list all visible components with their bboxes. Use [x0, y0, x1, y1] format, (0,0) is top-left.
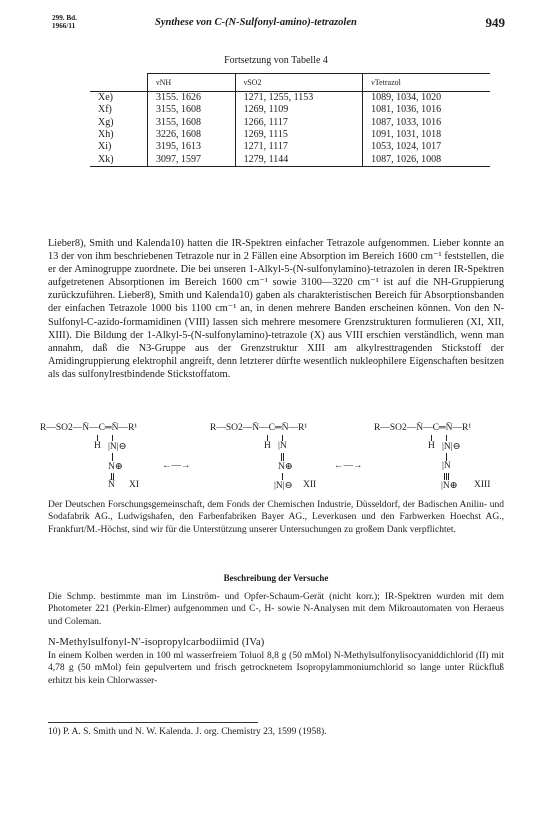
table-cell: 1271, 1117 — [235, 141, 363, 153]
table-cell: 1087, 1033, 1016 — [363, 117, 490, 129]
table-header-row — [90, 74, 490, 92]
table-cell: Xe) — [98, 92, 113, 104]
table-row — [90, 117, 490, 129]
table-cell: 3226, 1608 — [148, 129, 236, 141]
table-header-cell — [90, 74, 148, 92]
bond-line — [281, 453, 282, 461]
table-header-cell: νSO2 — [235, 74, 363, 92]
bond-line — [113, 473, 114, 480]
table-row — [90, 153, 490, 166]
table-cell: Xg) — [98, 116, 114, 128]
table-cell: Xh) — [98, 129, 114, 141]
table-cell: 1279, 1144 — [235, 153, 363, 166]
table-header-cell: νNH — [148, 74, 236, 92]
table-row — [90, 104, 490, 116]
structure-xii-hydrogen: H — [264, 441, 271, 451]
table-row — [90, 92, 490, 105]
methods-paragraph: Die Schmp. bestimmte man im Linström- und Opfer-Schaum-Gerät (nicht korr.); IR-Spektren wurden mit dem Photometer 221 (Perkin-Elmer) aufgenommen und C-, H- sowie N-Analysen mit dem Mikroautomaten von Heraeus und Coleman. — [48, 592, 504, 627]
resonance-arrow: ←—→ — [334, 461, 363, 471]
table-cell: 1087, 1026, 1008 — [363, 153, 490, 166]
procedure-paragraph: In einem Kolben werden in 100 ml wasserfreiem Toluol 8,8 g (50 mMol) N-Methylsulfonylisocyaniddichlorid (II) mit 4,78 g (50 mMol) fein gepulvertem und frisch getrocknetem Isopropylammoniumchlorid so lange unter Rückfluß erhitzt bis kein Chlorwasser- — [48, 651, 504, 686]
bond-line — [111, 473, 112, 480]
discussion-paragraph: Lieber8), Smith und Kalenda10) hatten die IR-Spektren einfacher Tetrazole aufgenommen. Lieber konnte an 13 der von ihm beschriebenen Tetrazole nur in 2 Fällen eine Absorption im Bereich 1600 cm⁻¹ feststellen, die er der Aminogruppe zuordnete. Die bei unseren 1-Alkyl-5-(N-sulfonylamino)-tetrazolen in deren IR-Spektren aufgetretenen Absorptionen im Bereich 1600 cm⁻¹ sowie 3100—3220 cm⁻¹ ist auf die NH-Gruppierung zurückzuführen. Lieber8), Smith und Kalenda10) gaben als charakteristischen Bereich für Absorptionsbanden der einfachen Tetrazole 1000 bis 1100 cm⁻¹ an, in denen mehrere Banden erscheinen können. Von den N-Sulfonyl-C-azido-formamidinen (VIII) lassen sich mehrere mesomere Grenzstrukturen formulieren (XI, XII, XIII). Die Bildung der 1-Alkyl-5-(N-sulfonylamino)-tetrazole (X) aus VIII erschien verständlich, wenn man annahm, daß die N3-Gruppe aus der Grenzstruktur XIII am alkylresttragenden Stickstoff der Amidingruppierung elektrophil angreift, denn letzterer dürfte wesentlich nukleophilere Eigenschaften besitzen als das sulfonylrestbindende Stickstoffatom. — [48, 238, 504, 380]
volume-year: 1966/11 — [52, 22, 76, 30]
structure-xii-n2: N⊕ — [278, 462, 293, 472]
acknowledgement-paragraph: Der Deutschen Forschungsgemeinschaft, dem Fonds der Chemischen Industrie, Düsseldorf, der Badischen Anilin- und Sodafabrik AG., Ludwigshafen, den Farbenfabriken Bayer AG., Leverkusen und den Farbwerken Hoechst AG., Frankfurt/M.-Höchst, sind wir für die Unterstützung unserer Untersuchungen zu großem Dank verpflichtet. — [48, 500, 504, 535]
structure-xi-n3: N̄ — [108, 480, 115, 490]
page-number: 949 — [485, 15, 505, 30]
table-cell: Xi) — [98, 141, 112, 153]
structure-xi-chain: R—SO2—N̄—C═N̄—R¹ — [40, 423, 138, 433]
table-cell: 1266, 1117 — [235, 117, 363, 129]
table-cell: 3195, 1613 — [148, 141, 236, 153]
structure-xiii-n3: |N⊕ — [441, 481, 458, 491]
structure-xiii-n2: |N — [442, 461, 451, 471]
table-cell: 1271, 1255, 1153 — [235, 92, 363, 105]
table-cell: 1269, 1115 — [235, 129, 363, 141]
bond-line — [446, 473, 447, 480]
structure-xiii-chain: R—SO2—N̄—C═N̄—R¹ — [374, 423, 472, 433]
table-cell: 3097, 1597 — [148, 153, 236, 166]
table-cell: 1089, 1034, 1020 — [363, 92, 490, 105]
table-cell: 1269, 1109 — [235, 104, 363, 116]
compound-subheading: N-Methylsulfonyl-N′-isopropylcarbodiimid (IVa) — [48, 637, 265, 648]
mesomeric-structures-diagram — [40, 423, 510, 495]
table-cell: 1091, 1031, 1018 — [363, 129, 490, 141]
structure-xi-label: XI — [129, 480, 140, 490]
structure-xi-n2: N⊕ — [108, 462, 123, 472]
table-cell: Xf) — [98, 104, 112, 116]
structure-xii-label: XII — [303, 480, 317, 490]
section-title: Beschreibung der Versuche — [223, 573, 329, 583]
table-row — [90, 129, 490, 141]
table-caption: Fortsetzung von Tabelle 4 — [224, 55, 328, 66]
bond-line — [448, 473, 449, 480]
structure-xi-hydrogen: H — [94, 441, 101, 451]
table-cell: 3155, 1608 — [148, 104, 236, 116]
resonance-arrow: ←—→ — [162, 461, 191, 471]
bond-line — [112, 453, 113, 461]
volume-info — [52, 14, 77, 30]
footnote: 10) P. A. S. Smith und N. W. Kalenda. J. org. Chemistry 23, 1599 (1958). — [48, 727, 327, 737]
bond-line — [446, 453, 447, 461]
table-cell: 3155. 1626 — [148, 92, 236, 105]
bond-line — [282, 473, 283, 480]
footnote-rule — [48, 722, 258, 723]
ir-spectra-table — [90, 73, 490, 167]
table-cell: 1053, 1024, 1017 — [363, 141, 490, 153]
bond-line — [444, 473, 445, 480]
structure-xiii-n1: |N|⊖ — [442, 442, 461, 452]
table-cell: 3155, 1608 — [148, 117, 236, 129]
bond-line — [283, 453, 284, 461]
running-title: Synthese von C-(N-Sulfonyl-amino)-tetrazolen — [155, 17, 357, 28]
structure-xii-n1: |N — [278, 441, 287, 451]
table-row — [90, 141, 490, 153]
volume-number: 299. Bd. — [52, 14, 77, 22]
table-header-cell: νTetrazol — [363, 74, 490, 92]
structure-xiii-label: XIII — [474, 480, 491, 490]
structure-xii-chain: R—SO2—N̄—C═N̄—R¹ — [210, 423, 308, 433]
structure-xi-n1: |N|⊖ — [108, 442, 127, 452]
table-cell: 1081, 1036, 1016 — [363, 104, 490, 116]
structure-xiii-hydrogen: H — [428, 441, 435, 451]
table-cell: Xk) — [90, 153, 148, 166]
structure-xii-n3: |N|⊖ — [274, 481, 293, 491]
